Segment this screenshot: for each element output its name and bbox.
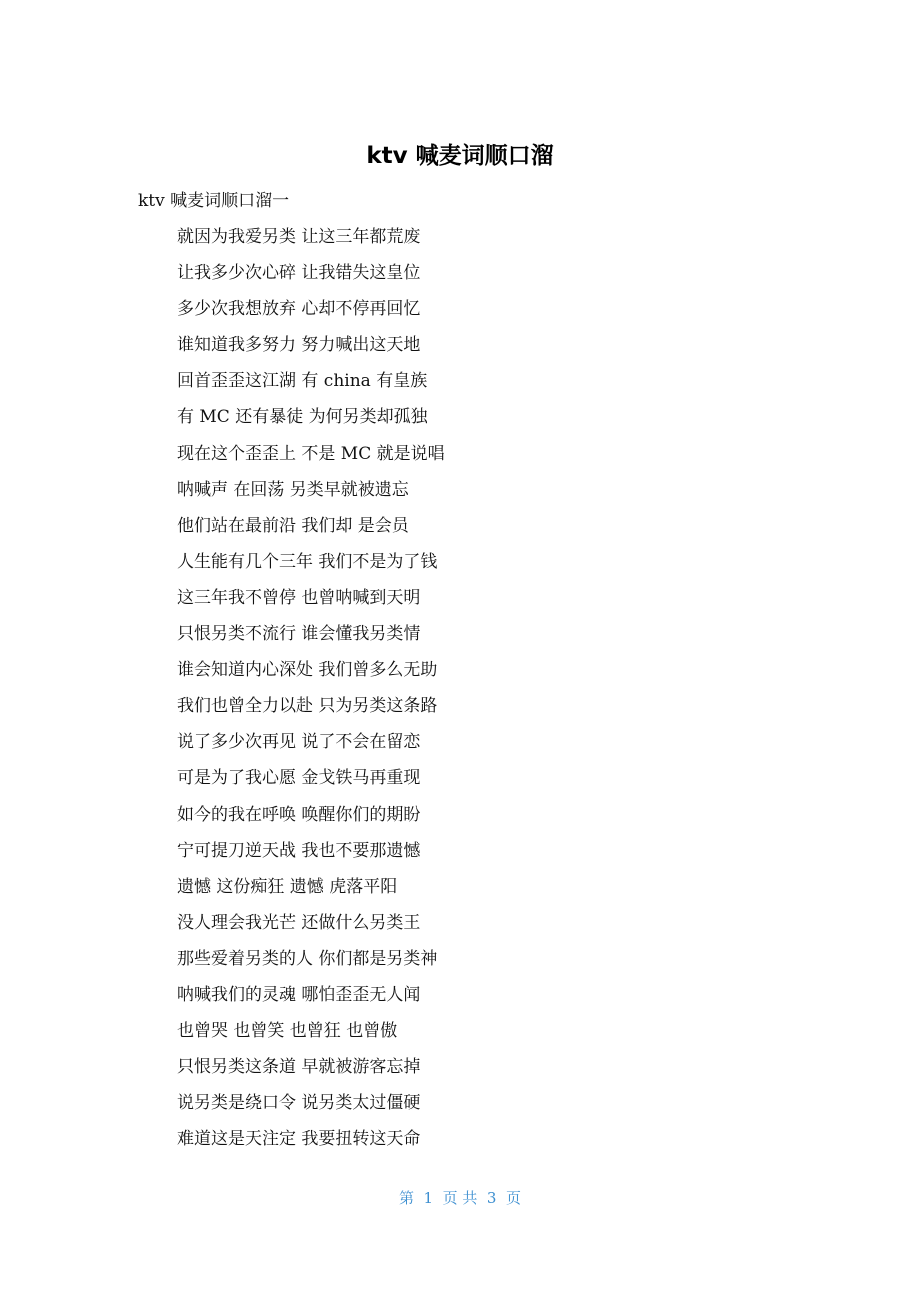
lyric-line: 没人理会我光芒 还做什么另类王 (177, 912, 421, 933)
lyric-line: 就因为我爱另类 让这三年都荒废 (177, 227, 421, 247)
lyric-line: 让我多少次心碎 让我错失这皇位 (177, 263, 421, 284)
lyric-line: 可是为了我心愿 金戈铁马再重现 (177, 768, 421, 789)
lyric-line: 这三年我不曾停 也曾呐喊到天明 (177, 587, 421, 608)
lyric-line: 我们也曾全力以赴 只为另类这条路 (177, 696, 438, 717)
lyric-line: 只恨另类不流行 谁会懂我另类情 (177, 624, 421, 645)
lyric-line: 难道这是天注定 我要扭转这天命 (177, 1129, 421, 1150)
lyric-line: 回首歪歪这江湖 有 china 有皇族 (177, 371, 428, 392)
lyric-line: 谁知道我多努力 努力喊出这天地 (177, 335, 421, 356)
lyrics-list (177, 224, 445, 1162)
lyric-line: 他们站在最前沿 我们却 是会员 (177, 515, 409, 536)
lyric-line: 谁会知道内心深处 我们曾多么无助 (177, 660, 438, 681)
lyric-line: 人生能有几个三年 我们不是为了钱 (177, 551, 438, 572)
document-subtitle: ktv 喊麦词顺口溜一 (138, 191, 290, 211)
lyric-line: 说另类是绕口令 说另类太过僵硬 (177, 1093, 421, 1114)
lyric-line: 遗憾 这份痴狂 遗憾 虎落平阳 (177, 876, 398, 897)
lyric-line: 呐喊我们的灵魂 哪怕歪歪无人闻 (177, 984, 421, 1005)
document-title: ktv 喊麦词顺口溜 (366, 143, 554, 169)
lyric-line: 有 MC 还有暴徒 为何另类却孤独 (177, 407, 428, 428)
lyric-line: 那些爱着另类的人 你们都是另类神 (177, 948, 438, 969)
lyric-line: 也曾哭 也曾笑 也曾狂 也曾傲 (177, 1021, 398, 1042)
lyric-line: 呐喊声 在回荡 另类早就被遗忘 (177, 479, 409, 500)
lyric-line: 如今的我在呼唤 唤醒你们的期盼 (177, 804, 421, 825)
lyric-line: 说了多少次再见 说了不会在留恋 (177, 732, 421, 753)
page-number-footer: 第 1 页 共 3 页 (399, 1189, 521, 1207)
lyric-line: 宁可提刀逆天战 我也不要那遗憾 (177, 840, 421, 861)
lyric-line: 多少次我想放弃 心却不停再回忆 (177, 299, 421, 320)
lyric-line: 只恨另类这条道 早就被游客忘掉 (177, 1057, 421, 1078)
lyric-line: 现在这个歪歪上 不是 MC 就是说唱 (177, 443, 445, 464)
